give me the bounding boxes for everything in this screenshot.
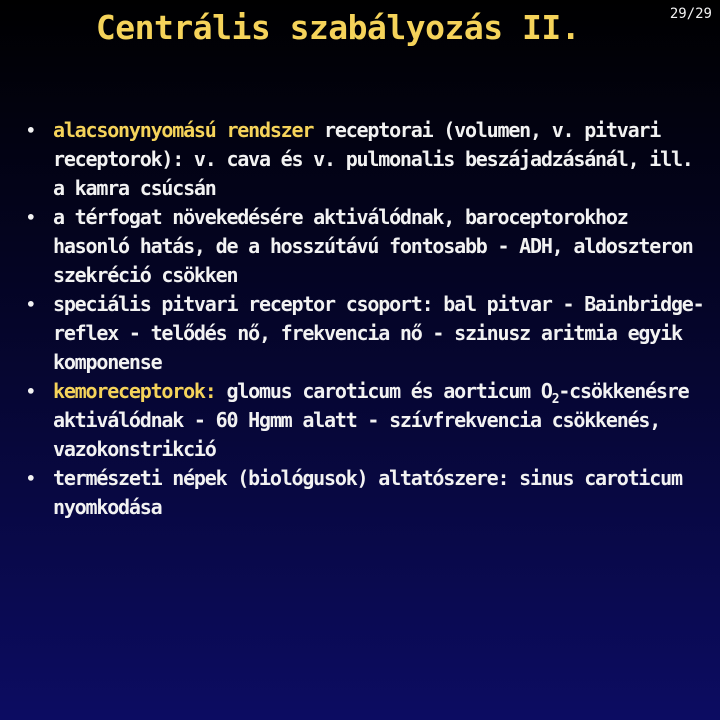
bullet-text: receptorai (volumen, v. pitvari receptorok): v. cava és v. pulmonalis beszájadzásánál, ill. a kamra csúcsán bbox=[53, 118, 693, 200]
bullet-item-2 bbox=[26, 203, 706, 290]
bullet-icon: • bbox=[26, 469, 35, 488]
bullet-item-4 bbox=[26, 377, 706, 464]
bullet-item-3 bbox=[26, 290, 706, 377]
bullet-item-5 bbox=[26, 464, 706, 522]
page-number: 29/29 bbox=[669, 6, 712, 22]
bullet-highlight: kemoreceptorok: bbox=[53, 379, 216, 403]
bullet-icon: • bbox=[26, 295, 35, 314]
slide-title: Centrális szabályozás II. bbox=[95, 8, 581, 47]
bullet-icon: • bbox=[26, 382, 35, 401]
bullet-text: glomus caroticum és aorticum O bbox=[215, 379, 552, 403]
bullet-item-1 bbox=[26, 116, 706, 203]
bullet-text: természeti népek (biológusok) altatószere: sinus caroticum nyomkodása bbox=[53, 466, 682, 519]
bullet-icon: • bbox=[26, 208, 35, 227]
bullet-list bbox=[26, 116, 706, 522]
bullet-text: -csökkenésre aktiválódnak - 60 Hgmm alatt - szívfrekvencia csökkenés, vazokonstrikció bbox=[53, 379, 689, 461]
bullet-text: speciális pitvari receptor csoport: bal pitvar - Bainbridge-reflex - telődés nő, frekvencia nő - szinusz aritmia egyik komponense bbox=[53, 292, 704, 374]
bullet-highlight: alacsonynyomású rendszer bbox=[53, 118, 314, 142]
subscript: 2 bbox=[551, 392, 559, 407]
bullet-icon: • bbox=[26, 121, 35, 140]
bullet-text: a térfogat növekedésére aktiválódnak, baroceptorokhoz hasonló hatás, de a hosszútávú fontosabb - ADH, aldoszteron szekréció csökken bbox=[53, 205, 693, 287]
